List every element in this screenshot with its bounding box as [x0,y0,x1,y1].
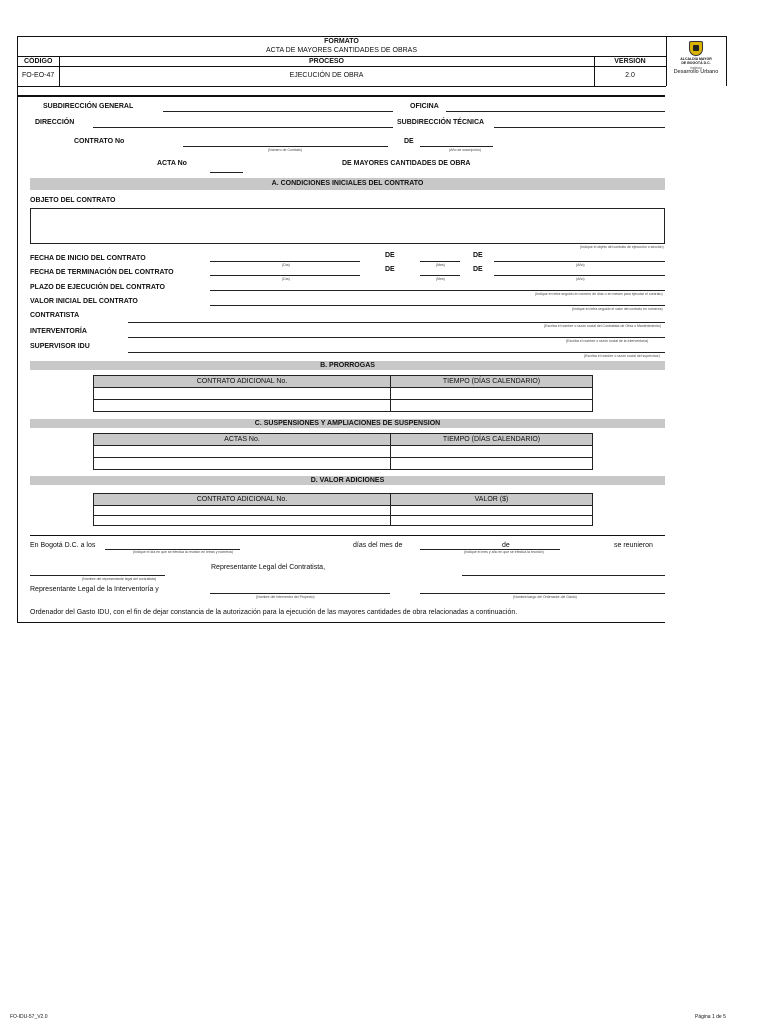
col-valor: VALOR ($) [391,494,593,506]
col-actas: ACTAS No. [94,434,391,446]
oficina-field[interactable] [446,111,665,112]
subdireccion-tecnica-field[interactable] [494,127,665,128]
dia-hint: (Día) [282,263,290,267]
section-a-title: A. CONDICIONES INICIALES DEL CONTRATO [30,178,665,190]
subdireccion-general-label: SUBDIRECCIÓN GENERAL [43,103,134,110]
interventoria-field[interactable] [128,337,665,338]
valor-hint: (Indique en letra seguido el valor del contrato en números) [572,307,663,311]
objeto-label: OBJETO DEL CONTRATO [30,197,116,204]
table-cell[interactable] [391,458,593,470]
nombre-rep-field[interactable] [30,575,165,576]
subdireccion-general-field[interactable] [163,111,393,112]
table-row [94,458,593,470]
direccion-field[interactable] [93,127,393,128]
oficina-label: OFICINA [410,103,439,110]
rep-contratista-text: Representante Legal del Contratista, [211,564,326,571]
nombre-interventor-field[interactable] [210,593,390,594]
valor-inicial-field[interactable] [210,305,665,306]
dia-hint-2: (Día) [282,277,290,281]
logo-text-2: DE BOGOTÁ D.C. [681,61,711,65]
contrato-anio-field[interactable] [420,146,493,147]
fecha-terminacion-de-2: DE [473,266,483,273]
table-cell[interactable] [391,400,593,412]
formato-label: FORMATO [324,38,359,45]
doc-title: ACTA DE MAYORES CANTIDADES DE OBRAS [265,47,418,54]
header-top-border [17,36,727,37]
contratista-label: CONTRATISTA [30,312,80,319]
dias-del-mes-text: días del mes de [353,542,403,549]
table-header-row [94,376,593,388]
logo-text-4: Desarrollo Urbano [673,69,719,75]
table-cell[interactable] [94,446,391,458]
anio-hint-a: (Año) [576,263,585,267]
cargo-field[interactable] [420,593,665,594]
col-contrato-adicional: CONTRATO ADICIONAL No. [94,494,391,506]
footer-page: Página 1 de 5 [695,1014,726,1020]
dias-hint: (Indique el día en que se efectúa la reunión en letras y números) [133,550,234,554]
suspensiones-table [93,433,593,470]
table-row [94,388,593,400]
table-row [94,506,593,516]
table-row [94,400,593,412]
contratista-field[interactable] [128,322,665,323]
table-header-row [94,434,593,446]
prorrogas-table [93,375,593,412]
nombre-rep-hint: (Nombre del representante legal del contratista) [82,577,157,581]
section-b-title: B. PRORROGAS [30,361,665,370]
proceso-value: EJECUCIÓN DE OBRA [289,72,364,79]
codigo-label: CÓDIGO [24,58,53,65]
supervisor-label: SUPERVISOR IDU [30,343,90,350]
fecha-terminacion-label: FECHA DE TERMINACIÓN DEL CONTRATO [30,269,174,276]
mes-hint-closing: (Indique el mes y año en que se efectúa la reunión) [464,550,544,554]
cargo-hint: (Nombre/cargo del Ordenador del Gasto) [513,595,577,599]
version-value: 2.0 [625,72,635,79]
subdireccion-tecnica-label: SUBDIRECCIÓN TÉCNICA [397,119,485,126]
header-right-border [726,36,727,86]
valor-inicial-label: VALOR INICIAL DEL CONTRATO [30,298,138,305]
ordenador-text: Ordenador del Gasto IDU, con el fin de dejar constancia de la autorización para la ejecución de las mayores cantidades de obra relacionadas a continuación. [30,609,518,616]
codigo-value: FO-EO-47 [22,72,55,79]
closing-de-text: de [502,542,510,549]
anio-hint-b: (Año) [576,277,585,281]
mes-hint: (Mes) [436,263,445,267]
header-row-divider [17,56,666,57]
form-top-thick-line [17,95,665,97]
contrato-no-field[interactable] [183,146,388,147]
se-reunieron-text: se reunieron [614,542,653,549]
fecha-terminacion-de-1: DE [385,266,395,273]
fecha-inicio-mes-field[interactable] [420,261,460,262]
fecha-inicio-de-1: DE [385,252,395,259]
fecha-inicio-de-2: DE [473,252,483,259]
col-contrato-adicional: CONTRATO ADICIONAL No. [94,376,391,388]
logo-text-3: Instituto [689,66,703,70]
form-bottom-border [17,622,665,623]
fecha-terminacion-mes-field[interactable] [420,275,460,276]
en-bogota-text: En Bogotá D.C. a los [30,542,96,549]
table-cell[interactable] [391,388,593,400]
table-row [94,446,593,458]
logo-text-1: ALCALDÍA MAYOR [680,57,712,61]
table-cell[interactable] [94,458,391,470]
acta-no-label: ACTA No [157,160,187,167]
footer-code: FO-IDU-57_V2.0 [10,1014,48,1020]
table-cell[interactable] [94,400,391,412]
nombre-interventor-hint: (Nombre del Interventor del Proyecto) [256,595,315,599]
acta-no-field[interactable] [210,172,243,173]
plazo-field[interactable] [210,290,665,291]
supervisor-field[interactable] [128,352,665,353]
rep-contratista-field[interactable] [462,575,665,576]
version-label: VERSIÓN [614,58,646,65]
contrato-hint: (Número de Contrato) [268,148,303,152]
fecha-terminacion-anio-field[interactable] [494,275,665,276]
section-c-title: C. SUSPENSIONES Y AMPLIACIONES DE SUSPENSION [30,419,665,428]
table-cell[interactable] [94,506,391,516]
table-cell[interactable] [391,506,593,516]
table-cell[interactable] [391,446,593,458]
plazo-label: PLAZO DE EJECUCIÓN DEL CONTRATO [30,284,165,291]
bogota-shield-icon [689,41,703,56]
table-row [94,516,593,526]
section-d-title: D. VALOR ADICIONES [30,476,665,485]
contrato-no-label: CONTRATO No [74,138,125,145]
proceso-label: PROCESO [308,58,344,65]
fecha-inicio-anio-field[interactable] [494,261,665,262]
form-left-border [17,86,18,623]
col-tiempo: TIEMPO (DÍAS CALENDARIO) [391,434,593,446]
col-tiempo: TIEMPO (DÍAS CALENDARIO) [391,376,593,388]
contratista-hint: (Escriba el nombre o razón social del Contratista de Obra o Mantenimiento) [544,324,662,328]
table-cell[interactable] [391,516,593,526]
header-bottom-border [17,86,666,87]
objeto-textarea[interactable] [30,208,665,244]
mes-hint-2: (Mes) [436,277,445,281]
fecha-inicio-label: FECHA DE INICIO DEL CONTRATO [30,255,146,262]
header-logo-divider [666,36,667,86]
valor-adiciones-table [93,493,593,526]
objeto-hint: (Indique el objeto del contrato de ejecución o sección) [580,245,664,249]
acta-desc: DE MAYORES CANTIDADES DE OBRA [342,160,471,167]
direccion-label: DIRECCIÓN [35,119,75,126]
anio-hint: (Año de suscripción) [449,148,481,152]
header-row-divider-2 [17,66,666,67]
table-cell[interactable] [94,516,391,526]
supervisor-hint: (Escriba el nombre o razón social del supervisor) [584,354,660,358]
rep-interventoria-text: Representante Legal de la Interventoría y [30,586,159,593]
table-header-row [94,494,593,506]
fecha-terminacion-dia-field[interactable] [210,275,360,276]
table-cell[interactable] [94,388,391,400]
contrato-de-label: DE [404,138,414,145]
closing-separator [30,535,665,536]
plazo-hint: (Indique en letra seguido en número de días o en meses para ejecutar el contrato) [535,292,663,296]
interventoria-label: INTERVENTORÍA [30,328,87,335]
interventoria-hint: (Escriba el nombre o razón social de la Interventoría) [566,339,649,343]
fecha-inicio-dia-field[interactable] [210,261,360,262]
